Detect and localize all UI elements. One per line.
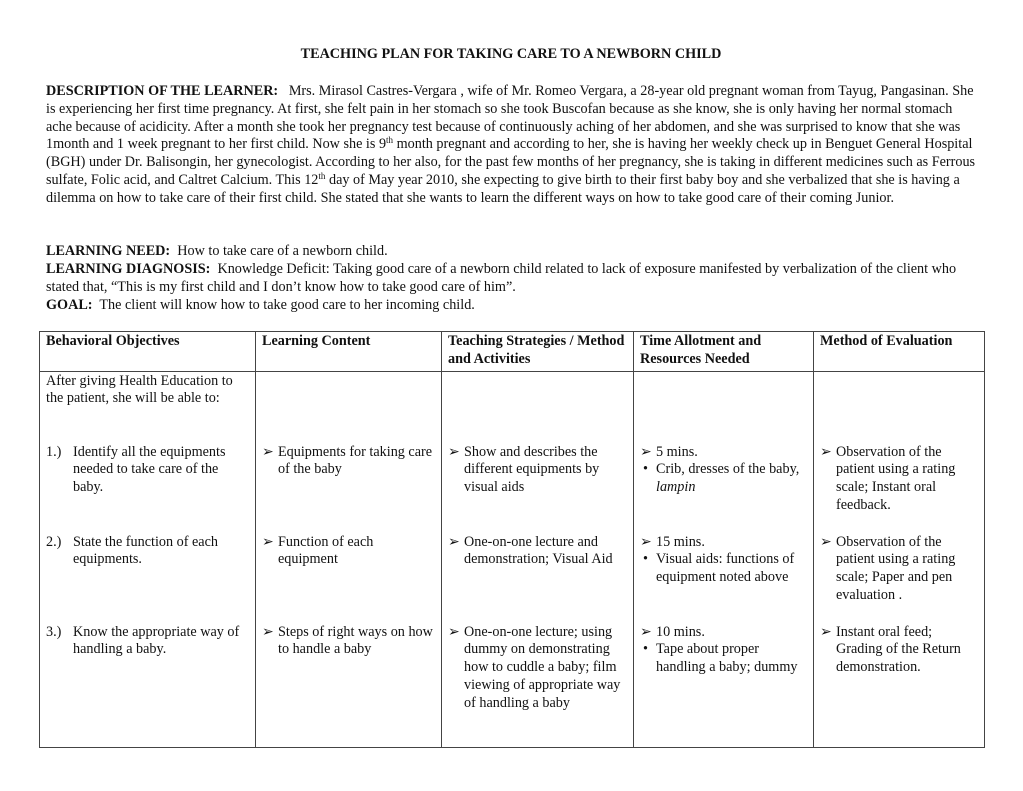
content-text: Steps of right ways on how to handle a baby bbox=[278, 623, 433, 658]
time-text: 5 mins. bbox=[656, 443, 698, 460]
bullet-icon: • bbox=[643, 641, 648, 658]
learning-need-text: How to take care of a newborn child. bbox=[177, 243, 388, 259]
resource-text: Crib, dresses of the baby, bbox=[656, 461, 800, 478]
bullet-icon: • bbox=[643, 461, 648, 478]
header-behavioral-objectives: Behavioral Objectives bbox=[40, 332, 256, 372]
objective-text: Identify all the equipments needed to take care of the baby. bbox=[73, 443, 226, 496]
arrow-bullet-icon: ➢ bbox=[262, 443, 274, 460]
evaluation-item bbox=[820, 534, 978, 624]
evaluation-item bbox=[820, 624, 978, 677]
description-text-2: month pregnant and according to her, she is having her weekly check up in Benguet General Hospital (BGH) under Dr. Balisongin, her gynecologist. According to her also, for the past few months of her pregnancy, she is taking in different medicines such as Ferrous sulfate, Folic acid, and Caltret Calcium. This 12 bbox=[46, 136, 976, 188]
objective-number: 2.) bbox=[46, 533, 62, 550]
arrow-bullet-icon: ➢ bbox=[820, 623, 832, 640]
description-label: DESCRIPTION OF THE LEARNER: bbox=[46, 83, 279, 99]
time-item bbox=[640, 534, 807, 552]
bullet-icon: • bbox=[643, 551, 648, 568]
header-teaching-strategies: Teaching Strategies / Method and Activities bbox=[442, 332, 634, 372]
objective-item bbox=[46, 444, 249, 534]
strategy-text: One-on-one lecture; using dummy on demonstrating how to cuddle a baby; film viewing of appropriate way of handling a baby bbox=[464, 623, 621, 711]
time-resource-group bbox=[640, 534, 807, 624]
learning-diagnosis bbox=[46, 261, 976, 297]
learning-diagnosis-label: LEARNING DIAGNOSIS: bbox=[46, 261, 211, 277]
resource-text: Visual aids: functions of equipment noted above bbox=[656, 551, 795, 586]
content-cell bbox=[256, 371, 442, 747]
time-text: 10 mins. bbox=[656, 623, 705, 640]
strategies-cell bbox=[442, 371, 634, 747]
superscript-th-2: th bbox=[318, 170, 326, 181]
evaluation-item bbox=[820, 444, 978, 534]
strategy-text: One-on-one lecture and demonstration; Visual Aid bbox=[464, 533, 613, 568]
header-method-of-evaluation: Method of Evaluation bbox=[814, 332, 985, 372]
content-text: Function of each equipment bbox=[278, 533, 374, 568]
description-text-1: Mrs. Mirasol Castres-Vergara , wife of Mr. Romeo Vergara, a 28-year old pregnant woman from Tayug, Pangasinan. She is experiencing her first time pregnancy. At first, she felt pain in her stomach so she took Buscofan because as she know, she is only having her normal stomach ache because of acidicity. After a month she took her pregnancy test because of continuously aching of her abdomen, and she was surprised to know that she was 1month and 1 week pregnant to her first child. Now she is 9 bbox=[46, 83, 974, 153]
evaluation-text: Observation of the patient using a rating scale; Paper and pen evaluation . bbox=[836, 533, 956, 603]
arrow-bullet-icon: ➢ bbox=[820, 533, 832, 550]
content-text: Equipments for taking care of the baby bbox=[278, 443, 433, 478]
arrow-bullet-icon: ➢ bbox=[262, 533, 274, 550]
content-item bbox=[262, 534, 435, 624]
document-title: TEACHING PLAN FOR TAKING CARE TO A NEWBORN CHILD bbox=[300, 46, 722, 62]
time-resource-group bbox=[640, 624, 807, 677]
arrow-bullet-icon: ➢ bbox=[820, 443, 832, 460]
learning-diagnosis-text: Knowledge Deficit: Taking good care of a newborn child related to lack of exposure manifested by verbalization of the client who stated that, “This is my first child and I don’t know how to take good care of him”. bbox=[46, 261, 957, 295]
resource-item bbox=[640, 461, 807, 497]
time-item bbox=[640, 624, 807, 642]
time-item bbox=[640, 444, 807, 462]
resource-italic-text: lampin bbox=[656, 479, 696, 496]
strategy-item bbox=[448, 624, 627, 713]
strategy-item bbox=[448, 534, 627, 624]
arrow-bullet-icon: ➢ bbox=[448, 443, 460, 460]
table-header-row bbox=[40, 332, 985, 372]
arrow-bullet-icon: ➢ bbox=[640, 623, 652, 640]
objective-text: Know the appropriate way of handling a baby. bbox=[73, 623, 240, 658]
table-body-row bbox=[40, 371, 985, 747]
strategy-text: Show and describes the different equipments by visual aids bbox=[464, 443, 600, 496]
objective-item bbox=[46, 624, 249, 660]
content-item bbox=[262, 444, 435, 534]
description-text-3: day of May year 2010, she expecting to give birth to their first baby boy and she verbalized that she is having a dilemma on how to take care of their first child. She stated that she wants to learn the different ways on how to take good care of their coming Junior. bbox=[46, 171, 960, 206]
arrow-bullet-icon: ➢ bbox=[448, 533, 460, 550]
goal-label: GOAL: bbox=[46, 297, 93, 313]
arrow-bullet-icon: ➢ bbox=[640, 533, 652, 550]
resource-text: Tape about proper handling a baby; dummy bbox=[656, 641, 798, 676]
learning-need-label: LEARNING NEED: bbox=[46, 243, 171, 259]
teaching-plan-table bbox=[39, 331, 985, 748]
header-time-allotment: Time Allotment and Resources Needed bbox=[634, 332, 814, 372]
time-resource-group bbox=[640, 444, 807, 534]
content-item bbox=[262, 624, 435, 660]
strategy-item bbox=[448, 444, 627, 534]
objective-item bbox=[46, 534, 249, 624]
objective-number: 1.) bbox=[46, 443, 62, 460]
goal bbox=[46, 297, 976, 315]
time-text: 15 mins. bbox=[656, 533, 705, 550]
arrow-bullet-icon: ➢ bbox=[640, 443, 652, 460]
resource-item bbox=[640, 641, 807, 677]
superscript-th-1: th bbox=[386, 135, 394, 146]
time-resources-cell bbox=[634, 371, 814, 747]
objectives-intro: After giving Health Education to the patient, she will be able to: bbox=[46, 372, 233, 407]
objectives-cell bbox=[40, 371, 256, 747]
learner-description bbox=[46, 83, 976, 208]
resource-item bbox=[640, 551, 807, 587]
arrow-bullet-icon: ➢ bbox=[262, 623, 274, 640]
evaluation-text: Observation of the patient using a rating scale; Instant oral feedback. bbox=[836, 443, 956, 513]
goal-text: The client will know how to take good care to her incoming child. bbox=[99, 297, 475, 313]
objective-text: State the function of each equipments. bbox=[73, 533, 218, 568]
header-learning-content: Learning Content bbox=[256, 332, 442, 372]
evaluation-text: Instant oral feed; Grading of the Return demonstration. bbox=[836, 623, 961, 676]
arrow-bullet-icon: ➢ bbox=[448, 623, 460, 640]
objective-number: 3.) bbox=[46, 623, 62, 640]
learning-need bbox=[46, 243, 976, 261]
evaluation-cell bbox=[814, 371, 985, 747]
